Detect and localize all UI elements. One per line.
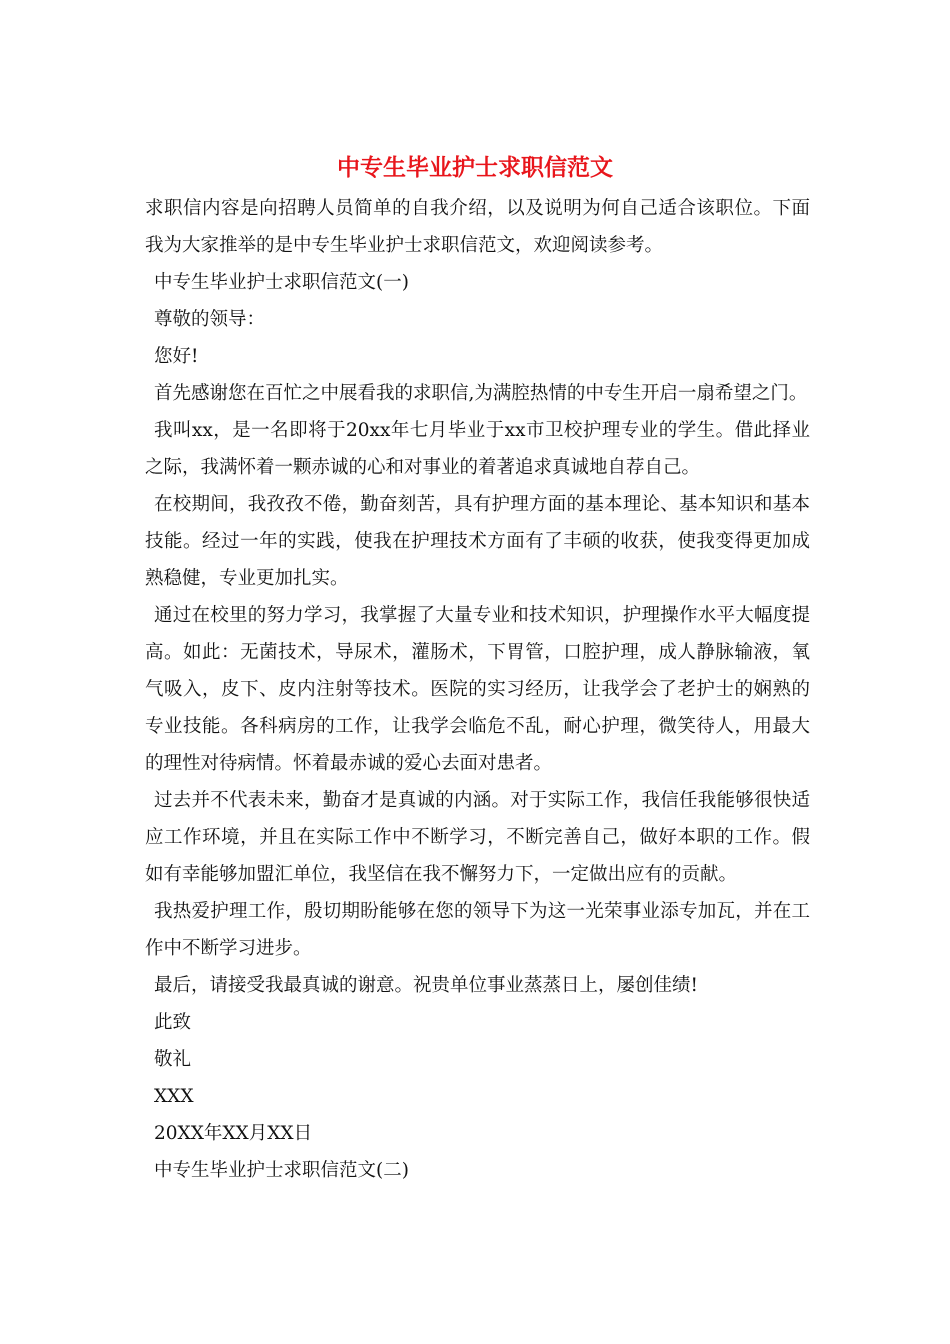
- body-paragraph: 我叫xx，是一名即将于20xx年七月毕业于xx市卫校护理专业的学生。借此择业之际，我满怀着一颗赤诚的心和对事业的着著追求真诚地自荐自己。: [145, 420, 810, 478]
- body-paragraph: 在校期间，我孜孜不倦，勤奋刻苦，具有护理方面的基本理论、基本知识和基本技能。经过一年的实践，使我在护理技术方面有了丰硕的收获，使我变得更加成熟稳健，专业更加扎实。: [145, 494, 810, 589]
- greeting: 您好!: [154, 346, 199, 367]
- closing-paragraph: 最后，请接受我最真诚的谢意。祝贵单位事业蒸蒸日上，屡创佳绩!: [154, 975, 698, 996]
- body-paragraph: 过去并不代表未来，勤奋才是真诚的内涵。对于实际工作，我信任我能够很快适应工作环境，并且在实际工作中不断学习，不断完善自己，做好本职的工作。假如有幸能够加盟汇单位，我坚信在我不懈努力下，一定做出应有的贡献。: [145, 790, 810, 885]
- salutation: 尊敬的领导：: [154, 309, 266, 330]
- body-paragraph: 首先感谢您在百忙之中展看我的求职信,为满腔热情的中专生开启一扇希望之门。: [154, 383, 808, 404]
- document-body: [145, 190, 810, 1189]
- document-title: 中专生毕业护士求职信范文: [337, 154, 613, 181]
- signature: XXX: [154, 1086, 194, 1107]
- body-paragraph: 通过在校里的努力学习，我掌握了大量专业和技术知识，护理操作水平大幅度提高。如此：无菌技术，导尿术，灌肠术，下胃管，口腔护理，成人静脉输液，氧气吸入，皮下、皮内注射等技术。医院的实习经历，让我学会了老护士的娴熟的专业技能。各科病房的工作，让我学会临危不乱，耐心护理，微笑待人，用最大的理性对待病情。怀着最赤诚的爱心去面对患者。: [145, 605, 810, 774]
- section-heading-2: 中专生毕业护士求职信范文(二): [154, 1160, 409, 1181]
- body-paragraph: 我热爱护理工作，殷切期盼能够在您的领导下为这一光荣事业添专加瓦，并在工作中不断学习进步。: [145, 901, 810, 959]
- closing-phrase: 此致: [154, 1012, 192, 1033]
- date: 20XX年XX月XX日: [154, 1123, 313, 1144]
- closing-salute: 敬礼: [154, 1049, 192, 1070]
- section-heading-1: 中专生毕业护士求职信范文(一): [154, 272, 409, 293]
- intro-paragraph: 求职信内容是向招聘人员简单的自我介绍，以及说明为何自己适合该职位。下面我为大家推举的是中专生毕业护士求职信范文，欢迎阅读参考。: [145, 198, 810, 256]
